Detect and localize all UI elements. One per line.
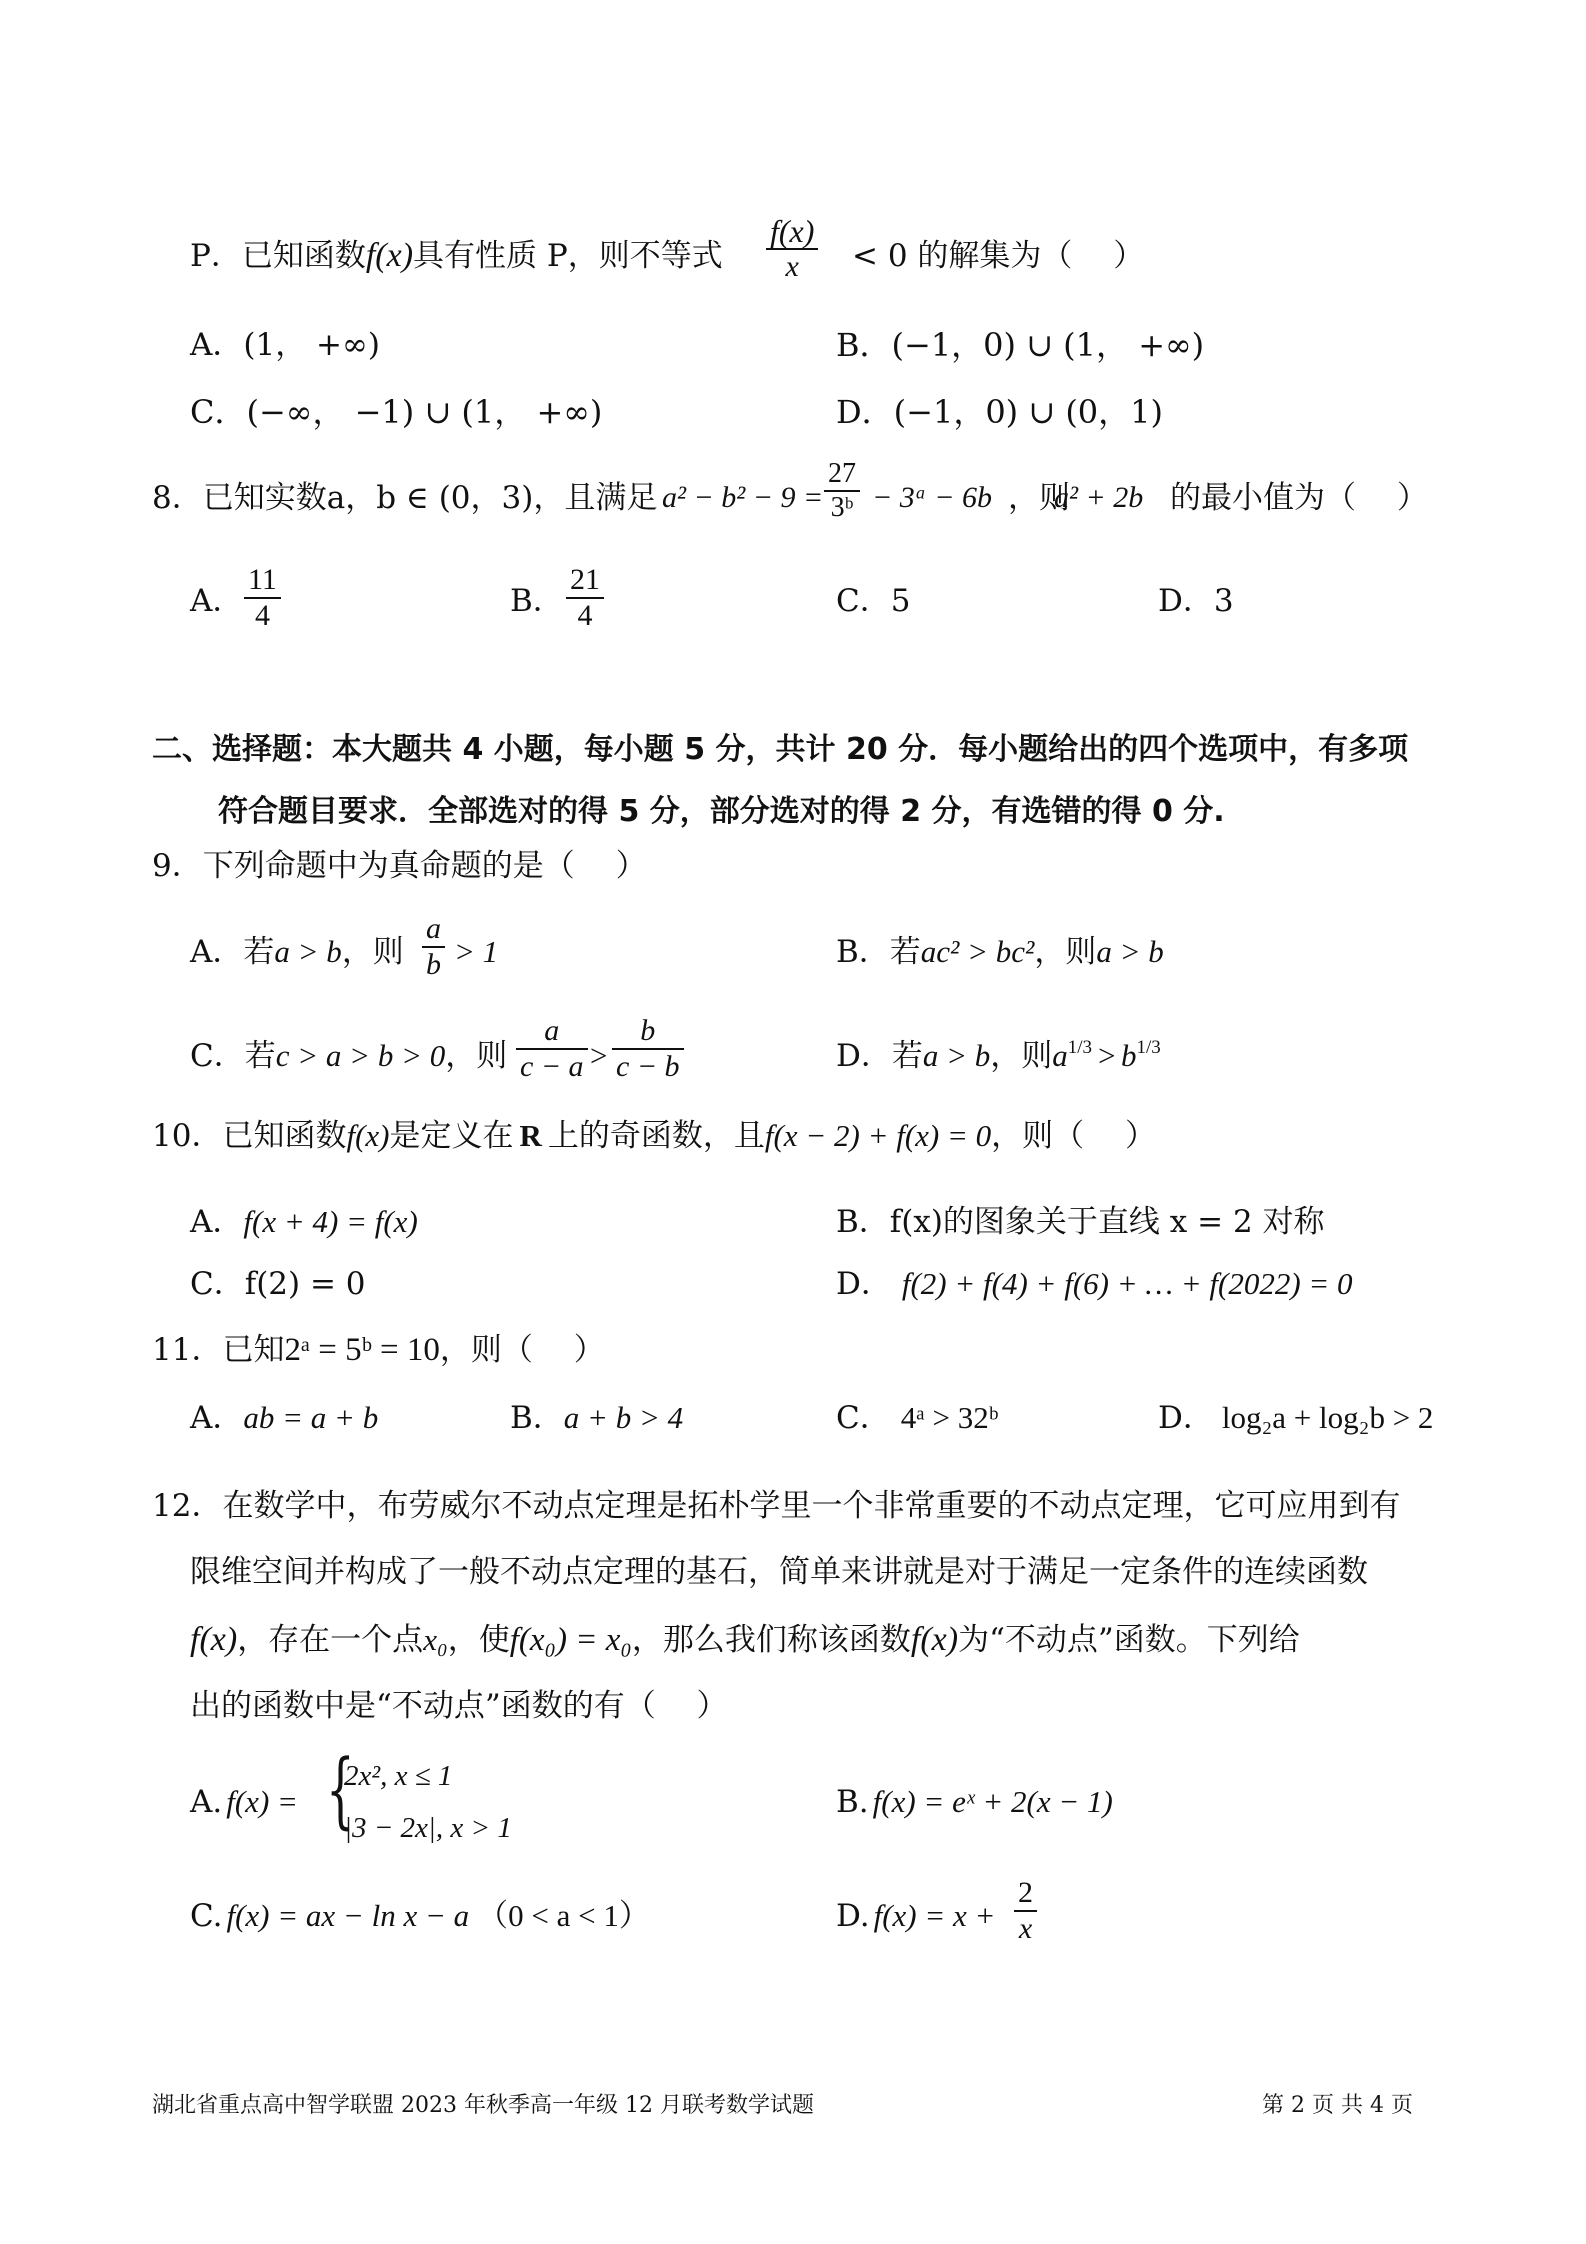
q12-line-3-b: ，使: [447, 1622, 510, 1658]
q11-option-c: [836, 1398, 998, 1438]
q9-option-d-exponent-b: 1/3: [1136, 1037, 1161, 1058]
q12-option-a-case-2: |3 − 2x|, x > 1: [344, 1812, 512, 1844]
q12-option-a-label: A.: [190, 1784, 223, 1820]
q9-option-b-tail: a > b: [1096, 934, 1164, 969]
q9-option-b-then: ，则: [1034, 934, 1097, 970]
q9-option-c-denominator-2: c − b: [616, 1050, 680, 1083]
q12-option-b-expression: f(x) = eˣ + 2(x − 1): [872, 1784, 1113, 1819]
q11-condition: 2ᵃ = 5ᵇ = 10: [284, 1332, 440, 1368]
q7-stem: [190, 236, 723, 276]
q11-option-c-label: C．: [836, 1400, 891, 1436]
q12-option-d-label: D.: [836, 1898, 870, 1934]
q10-stem: [152, 1116, 1156, 1156]
q12-option-c-expression: f(x) = ax − ln x − a: [226, 1898, 470, 1933]
q9-stem: 9．下列命题中为真命题的是（ ）: [152, 848, 647, 884]
q8-fraction-numerator: 27: [824, 458, 860, 492]
q9-option-a-label: A．若: [190, 934, 275, 970]
q12-option-d-expression: f(x) = x +: [873, 1898, 996, 1933]
q11-option-c-expression: 4ᵃ > 32ᵇ: [900, 1400, 999, 1435]
q7-option-c: C．(−∞， −1) ∪ (1， +∞): [190, 393, 603, 431]
q8-fraction-denominator: 3ᵇ: [830, 492, 854, 523]
section-2-heading-continued: 符合题目要求．全部选对的得 5 分，部分选对的得 2 分，有选错的得 0 分.: [218, 794, 1225, 829]
q11-option-d: [1158, 1398, 1433, 1438]
q9-option-a-tail: > 1: [454, 934, 499, 969]
q8-stem-b: ，则: [1008, 480, 1070, 516]
q7-fraction: [766, 214, 818, 284]
q9-option-d-condition: a > b: [922, 1038, 991, 1073]
q9-option-a-denominator: b: [426, 948, 441, 981]
q9-option-c-numerator-1: a: [516, 1014, 588, 1050]
q9-option-d-base-a: a: [1052, 1038, 1068, 1073]
q8-option-a-fraction: [244, 563, 281, 633]
q12-fixed-point-equation: f(x₀) = x₀: [509, 1622, 632, 1658]
q10-option-a-label: A．: [190, 1204, 244, 1240]
q7-option-d: D．(−1，0) ∪ (0，1): [836, 393, 1164, 431]
q10-stem-b: 是定义在: [389, 1118, 514, 1154]
q9-option-a-numerator: a: [422, 912, 445, 948]
q7-stem-text-a: P．已知函数: [190, 238, 366, 274]
q9-option-d-exponent-a: 1/3: [1067, 1037, 1093, 1058]
q12-option-a: [190, 1782, 298, 1822]
q12-line-3-c: ，那么我们称该函数: [631, 1622, 911, 1658]
q11-option-b: [510, 1398, 683, 1438]
q8-equation-right: − 3ᵃ − 6b: [872, 481, 992, 514]
q12-option-d-denominator: x: [1018, 1912, 1033, 1945]
section-2-heading: 二、选择题：本大题共 4 小题，每小题 5 分，共计 20 分．每小题给出的四个选项中，有多项: [152, 732, 1409, 767]
q12-line-3-a: ，存在一个点: [237, 1622, 424, 1658]
q7-stem-tail: < 0 的解集为（ ）: [852, 238, 1145, 274]
q12-option-d: [836, 1896, 995, 1936]
footer-exam-title: 湖北省重点高中智学联盟 2023 年秋季高一年级 12 月联考数学试题: [152, 2093, 814, 2118]
q8-option-c: C．5: [836, 583, 911, 619]
q12-option-c-label: C.: [190, 1898, 223, 1934]
q9-option-b-expression: ac² > bc²: [920, 934, 1035, 969]
q9-option-a: [190, 932, 404, 972]
q12-line-4: 出的函数中是“不动点”函数的有（ ）: [190, 1688, 728, 1724]
footer-page-number: 第 2 页 共 4 页: [1262, 2093, 1413, 2118]
q9-option-c-then: ，则: [445, 1038, 508, 1074]
q12-option-b-label: B.: [836, 1784, 869, 1820]
q12-option-a-brace: {: [326, 1743, 355, 1838]
q12-function: f(x): [190, 1621, 238, 1658]
q8-target-expression: a² + 2b: [1054, 481, 1144, 514]
q9-option-c-label: C．若: [190, 1038, 276, 1074]
q7-stem-text-b: 具有性质 P，则不等式: [413, 238, 723, 274]
q11-option-b-expression: a + b > 4: [563, 1400, 684, 1435]
q12-option-d-numerator: 2: [1014, 1876, 1037, 1912]
q9-option-c-greater: >: [588, 1038, 609, 1073]
q12-option-a-case-1: 2x², x ≤ 1: [344, 1760, 453, 1792]
q7-function: f(x): [365, 237, 414, 274]
q11-option-d-label: D．: [1158, 1400, 1214, 1436]
q8-equation-left: a² − b² − 9 =: [662, 481, 824, 514]
q11-option-d-expression: log₂a + log₂b > 2: [1221, 1400, 1434, 1435]
q7-fraction-numerator: f(x): [766, 214, 818, 250]
q11-option-b-label: B．: [510, 1400, 564, 1436]
q12-line-2: 限维空间并构成了一般不动点定理的基石，简单来讲就是对于满足一定条件的连续函数: [190, 1554, 1368, 1590]
q12-option-b: [836, 1782, 1113, 1822]
q9-option-c-denominator-1: c − a: [520, 1050, 584, 1083]
q8-option-b-label: B．: [510, 583, 564, 619]
q10-stem-a: 10．已知函数: [152, 1118, 347, 1154]
q9-option-d-base-b: b: [1120, 1038, 1137, 1073]
q8-option-a-denominator: 4: [254, 599, 270, 632]
q10-option-d-expression: f(2) + f(4) + f(6) + … + f(2022) = 0: [901, 1266, 1353, 1301]
q8-option-b-fraction: [566, 563, 604, 633]
q12-option-d-fraction: [1014, 1876, 1037, 1946]
q12-point: x₀: [423, 1622, 448, 1657]
q11-option-a: [190, 1398, 378, 1438]
q12-function-2: f(x): [910, 1621, 959, 1658]
q9-option-c-numerator-2: b: [612, 1014, 684, 1050]
q10-option-d: [836, 1264, 1353, 1304]
q10-option-d-label: D．: [836, 1266, 892, 1302]
q9-option-d: [836, 1036, 1161, 1076]
q11-stem: [152, 1330, 605, 1370]
q11-stem-b: ，则（ ）: [439, 1332, 605, 1368]
q8-stem-a: 8．已知实数a，b ∈ (0，3)，且满足: [152, 480, 658, 516]
q10-stem-c: 上的奇函数，且: [547, 1118, 765, 1154]
q11-stem-a: 11．已知: [152, 1332, 285, 1368]
q12-option-c: [190, 1896, 650, 1936]
q12-line-3: [190, 1620, 1300, 1660]
q9-option-a-condition: a > b: [274, 934, 342, 969]
q12-line-1: 12．在数学中，布劳威尔不动点定理是拓朴学里一个非常重要的不动点定理，它可应用到有: [152, 1488, 1401, 1524]
q9-option-b: [836, 932, 1164, 972]
q10-condition: f(x − 2) + f(x) = 0: [764, 1118, 992, 1153]
q8-option-a-label: A．: [190, 583, 244, 619]
q9-option-d-then: ，则: [990, 1038, 1053, 1074]
q8-stem-c: 的最小值为（ ）: [1170, 480, 1428, 516]
q7-fraction-denominator: x: [785, 250, 799, 283]
q7-option-b: B．(−1，0) ∪ (1， +∞): [836, 326, 1205, 364]
q12-option-a-function: f(x) =: [226, 1784, 298, 1819]
q9-option-a-then: ，则: [341, 934, 404, 970]
q9-option-c-fraction-2: [612, 1014, 684, 1084]
q9-option-c-condition: c > a > b > 0: [275, 1038, 446, 1073]
q9-option-b-label: B．若: [836, 934, 921, 970]
q8-option-b-denominator: 4: [577, 599, 593, 632]
q12-option-c-condition: （0 < a < 1）: [477, 1898, 650, 1933]
q10-stem-d: ，则（ ）: [991, 1118, 1157, 1154]
q9-option-d-label: D．若: [836, 1038, 923, 1074]
q10-function: f(x): [346, 1118, 390, 1153]
q9-option-c-fraction-1: [516, 1014, 588, 1084]
q10-option-a-expression: f(x + 4) = f(x): [243, 1204, 418, 1239]
q8-option-b-numerator: 21: [566, 563, 604, 599]
q10-option-c: C．f(2) = 0: [190, 1266, 366, 1302]
q12-line-3-d: 为“不动点”函数。下列给: [958, 1622, 1300, 1658]
q11-option-a-label: A．: [190, 1400, 244, 1436]
q9-option-a-fraction: [422, 912, 445, 982]
q9-option-c: [190, 1036, 507, 1076]
q10-real-set: R: [519, 1118, 542, 1153]
q8-option-a-numerator: 11: [244, 563, 281, 599]
q8-fraction: [824, 458, 860, 524]
q8-option-d: D．3: [1158, 583, 1234, 619]
q10-option-b: B．f(x)的图象关于直线 x = 2 对称: [836, 1204, 1325, 1240]
q7-option-a: A．(1， +∞): [190, 327, 380, 363]
q9-option-d-greater: >: [1096, 1038, 1117, 1073]
q10-option-a: [190, 1202, 418, 1242]
q11-option-a-expression: ab = a + b: [243, 1400, 379, 1435]
